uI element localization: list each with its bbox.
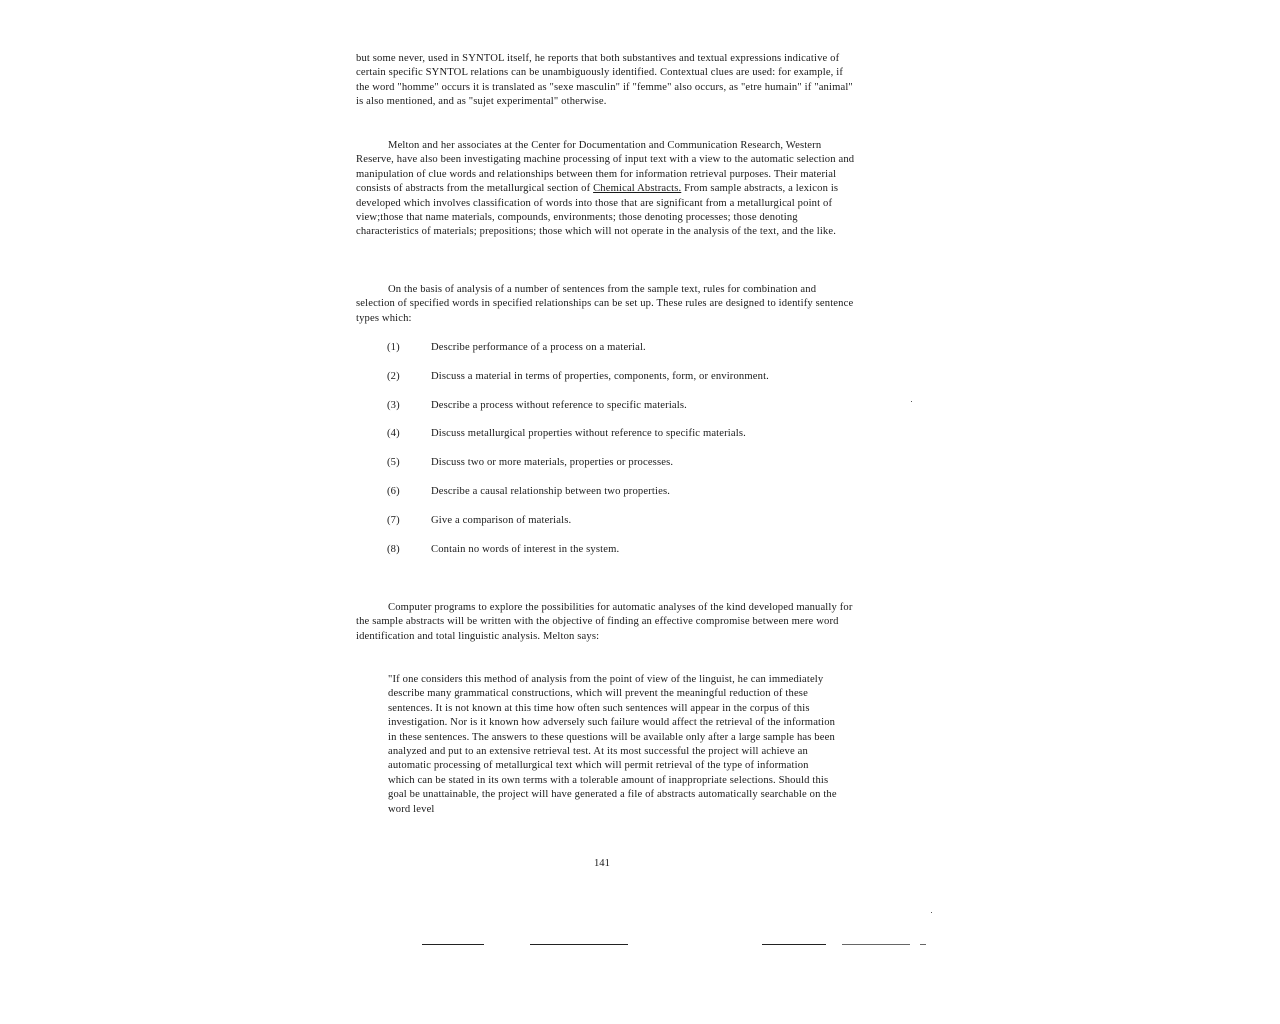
list-item-text: Discuss a material in terms of properties, components, form, or environment. xyxy=(431,370,769,382)
paragraph-rules: On the basis of analysis of a number of sentences from the sample text, rules for combination and selection of specified words in specified relationships can be set up. These rules are designed to identify sentence types which: xyxy=(356,284,854,324)
list-item xyxy=(387,456,827,470)
list-item-text: Describe a process without reference to specific materials. xyxy=(431,399,687,411)
footer-rule xyxy=(530,944,628,945)
list-item-text: Describe performance of a process on a material. xyxy=(431,342,646,353)
list-item-number: (8) xyxy=(387,543,400,555)
page-number: 141 xyxy=(594,858,610,869)
list-item xyxy=(387,399,827,413)
list-item-text: Describe a causal relationship between two properties. xyxy=(431,485,671,497)
paragraph-computer-programs: Computer programs to explore the possibilities for automatic analyses of the kind developed manually for the sample abstracts will be written with the objective of finding an effective compromise between mere word identification and total linguistic analysis. Melton says: xyxy=(356,602,853,642)
paragraph-syntol: but some never, used in SYNTOL itself, he reports that both substantives and textual expressions indicative of certain specific SYNTOL relations can be unambiguously identified. Contextual clues are used: for example, if the word "homme" occurs it is translated as "sexe masculin" if "femme" also occurs, as "etre humain" if "animal" is also mentioned, and as "sujet experimental" otherwise. xyxy=(356,53,853,108)
footer-rule xyxy=(762,944,826,945)
block-quote: "If one considers this method of analysis from the point of view of the linguist, he can immediately describe many grammatical constructions, which will prevent the meaningful reduction of these sentences. It is not known at this time how often such sentences will appear in the corpus of this investigation. Nor is it known how adversely such failure would affect the retrieval of the information in these sentences. The answers to these questions will be available only after a large sample has been analyzed and put to an extensive retrieval test. At its most successful the project will achieve an automatic processing of metallurgical text which will permit retrieval of the type of information which can be stated in its own terms with a tolerable amount of inappropriate selections. Should this goal be unattainable, the project will have generated a file of abstracts automatically searchable on the word level xyxy=(388,674,837,815)
scan-speck xyxy=(931,912,932,913)
list-item-number: (6) xyxy=(387,485,400,497)
footer-rule xyxy=(422,944,484,945)
list-item-number: (4) xyxy=(387,428,400,440)
list-item-text: Discuss metallurgical properties without reference to specific materials. xyxy=(431,428,746,440)
footer-rule xyxy=(920,944,926,945)
list-item-text: Give a comparison of materials. xyxy=(431,514,572,526)
list-item xyxy=(387,485,827,499)
list-item xyxy=(387,370,827,384)
list-item-text: Contain no words of interest in the system. xyxy=(431,543,620,555)
list-item xyxy=(387,427,827,441)
list-item-number: (1) xyxy=(387,342,400,353)
list-item xyxy=(387,341,827,355)
footer-rule xyxy=(842,944,910,945)
list-item xyxy=(387,543,827,557)
list-item-number: (5) xyxy=(387,457,400,469)
list-item-number: (7) xyxy=(387,514,400,526)
list-item-text: Discuss two or more materials, properties or processes. xyxy=(431,457,674,469)
paragraph-melton xyxy=(356,139,856,240)
scan-speck xyxy=(911,401,912,402)
list-item-number: (2) xyxy=(387,370,400,382)
paragraph-melton-text-b: From sample abstracts, a lexicon is developed which involves classification of words into those that are significant from a metallurgical point of view;those that name materials, compounds, environments; those denoting processes; those denoting characteristics of materials; prepositions; those which will not operate in the analysis of the text, and the like. xyxy=(356,183,839,238)
sentence-type-list xyxy=(387,341,827,571)
chemical-abstracts-underlined: Chemical Abstracts. xyxy=(593,183,682,195)
list-item xyxy=(387,514,827,528)
paragraph-melton-text-a: Melton and her associates at the Center for Documentation and Communication Research, Western Reserve, have also been investigating machine processing of input text with a view to the automatic selection and manipulation of clue words and relationships between them for information retrieval purposes. Their material consists of abstracts from the metallurgical section of xyxy=(356,140,855,195)
list-item-number: (3) xyxy=(387,399,400,411)
